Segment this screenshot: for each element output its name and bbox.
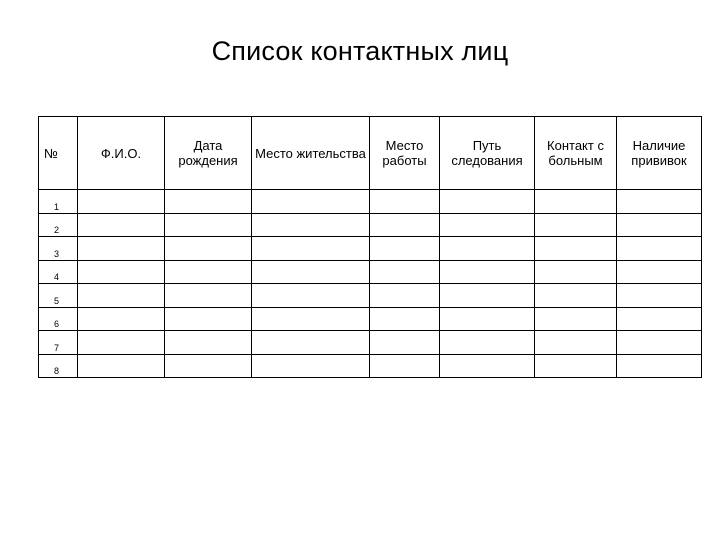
cell-full-name: [78, 331, 165, 355]
cell-workplace: [370, 237, 440, 261]
table-row: [39, 190, 702, 214]
cell-workplace: [370, 213, 440, 237]
cell-workplace: [370, 190, 440, 214]
header-row: [39, 117, 702, 190]
cell-route: [440, 213, 535, 237]
page-title: Список контактных лиц: [211, 36, 509, 66]
table-row: [39, 237, 702, 261]
table-row: [39, 331, 702, 355]
cell-full-name: [78, 307, 165, 331]
table-row: [39, 284, 702, 308]
cell-full-name: [78, 237, 165, 261]
cell-route: [440, 260, 535, 284]
cell-vaccinations: [617, 307, 702, 331]
cell-birth-date: [165, 307, 252, 331]
cell-route: [440, 237, 535, 261]
cell-full-name: [78, 190, 165, 214]
cell-birth-date: [165, 354, 252, 378]
table-row: [39, 213, 702, 237]
cell-birth-date: [165, 237, 252, 261]
cell-full-name: [78, 284, 165, 308]
cell-patient-contact: [535, 331, 617, 355]
header-patient-contact: Контакт с больным: [535, 117, 617, 190]
cell-residence: [252, 213, 370, 237]
row-number: 8: [39, 354, 78, 378]
header-route: Путь следования: [440, 117, 535, 190]
cell-workplace: [370, 307, 440, 331]
cell-patient-contact: [535, 260, 617, 284]
cell-vaccinations: [617, 354, 702, 378]
cell-residence: [252, 190, 370, 214]
cell-route: [440, 331, 535, 355]
row-number: 5: [39, 284, 78, 308]
cell-residence: [252, 284, 370, 308]
header-residence: Место жительства: [252, 117, 370, 190]
header-workplace: Место работы: [370, 117, 440, 190]
row-number: 7: [39, 331, 78, 355]
cell-full-name: [78, 213, 165, 237]
cell-route: [440, 354, 535, 378]
cell-patient-contact: [535, 237, 617, 261]
cell-birth-date: [165, 331, 252, 355]
row-number: 4: [39, 260, 78, 284]
cell-vaccinations: [617, 213, 702, 237]
cell-patient-contact: [535, 354, 617, 378]
cell-residence: [252, 331, 370, 355]
cell-workplace: [370, 284, 440, 308]
cell-birth-date: [165, 213, 252, 237]
row-number: 3: [39, 237, 78, 261]
cell-birth-date: [165, 190, 252, 214]
cell-patient-contact: [535, 284, 617, 308]
cell-vaccinations: [617, 260, 702, 284]
cell-birth-date: [165, 284, 252, 308]
cell-workplace: [370, 354, 440, 378]
contacts-table: [38, 116, 702, 378]
table-row: [39, 307, 702, 331]
cell-residence: [252, 237, 370, 261]
row-number: 6: [39, 307, 78, 331]
cell-residence: [252, 307, 370, 331]
cell-vaccinations: [617, 190, 702, 214]
cell-patient-contact: [535, 190, 617, 214]
cell-residence: [252, 260, 370, 284]
cell-workplace: [370, 331, 440, 355]
table-row: [39, 354, 702, 378]
cell-full-name: [78, 354, 165, 378]
cell-workplace: [370, 260, 440, 284]
row-number: 2: [39, 213, 78, 237]
cell-birth-date: [165, 260, 252, 284]
table-row: [39, 260, 702, 284]
cell-patient-contact: [535, 307, 617, 331]
cell-residence: [252, 354, 370, 378]
cell-route: [440, 190, 535, 214]
cell-full-name: [78, 260, 165, 284]
header-full-name: Ф.И.О.: [78, 117, 165, 190]
cell-vaccinations: [617, 284, 702, 308]
cell-patient-contact: [535, 213, 617, 237]
cell-vaccinations: [617, 331, 702, 355]
header-birth-date: Дата рождения: [165, 117, 252, 190]
cell-route: [440, 284, 535, 308]
row-number: 1: [39, 190, 78, 214]
header-vaccinations: Наличие прививок: [617, 117, 702, 190]
header-number: №: [39, 117, 78, 190]
cell-vaccinations: [617, 237, 702, 261]
cell-route: [440, 307, 535, 331]
